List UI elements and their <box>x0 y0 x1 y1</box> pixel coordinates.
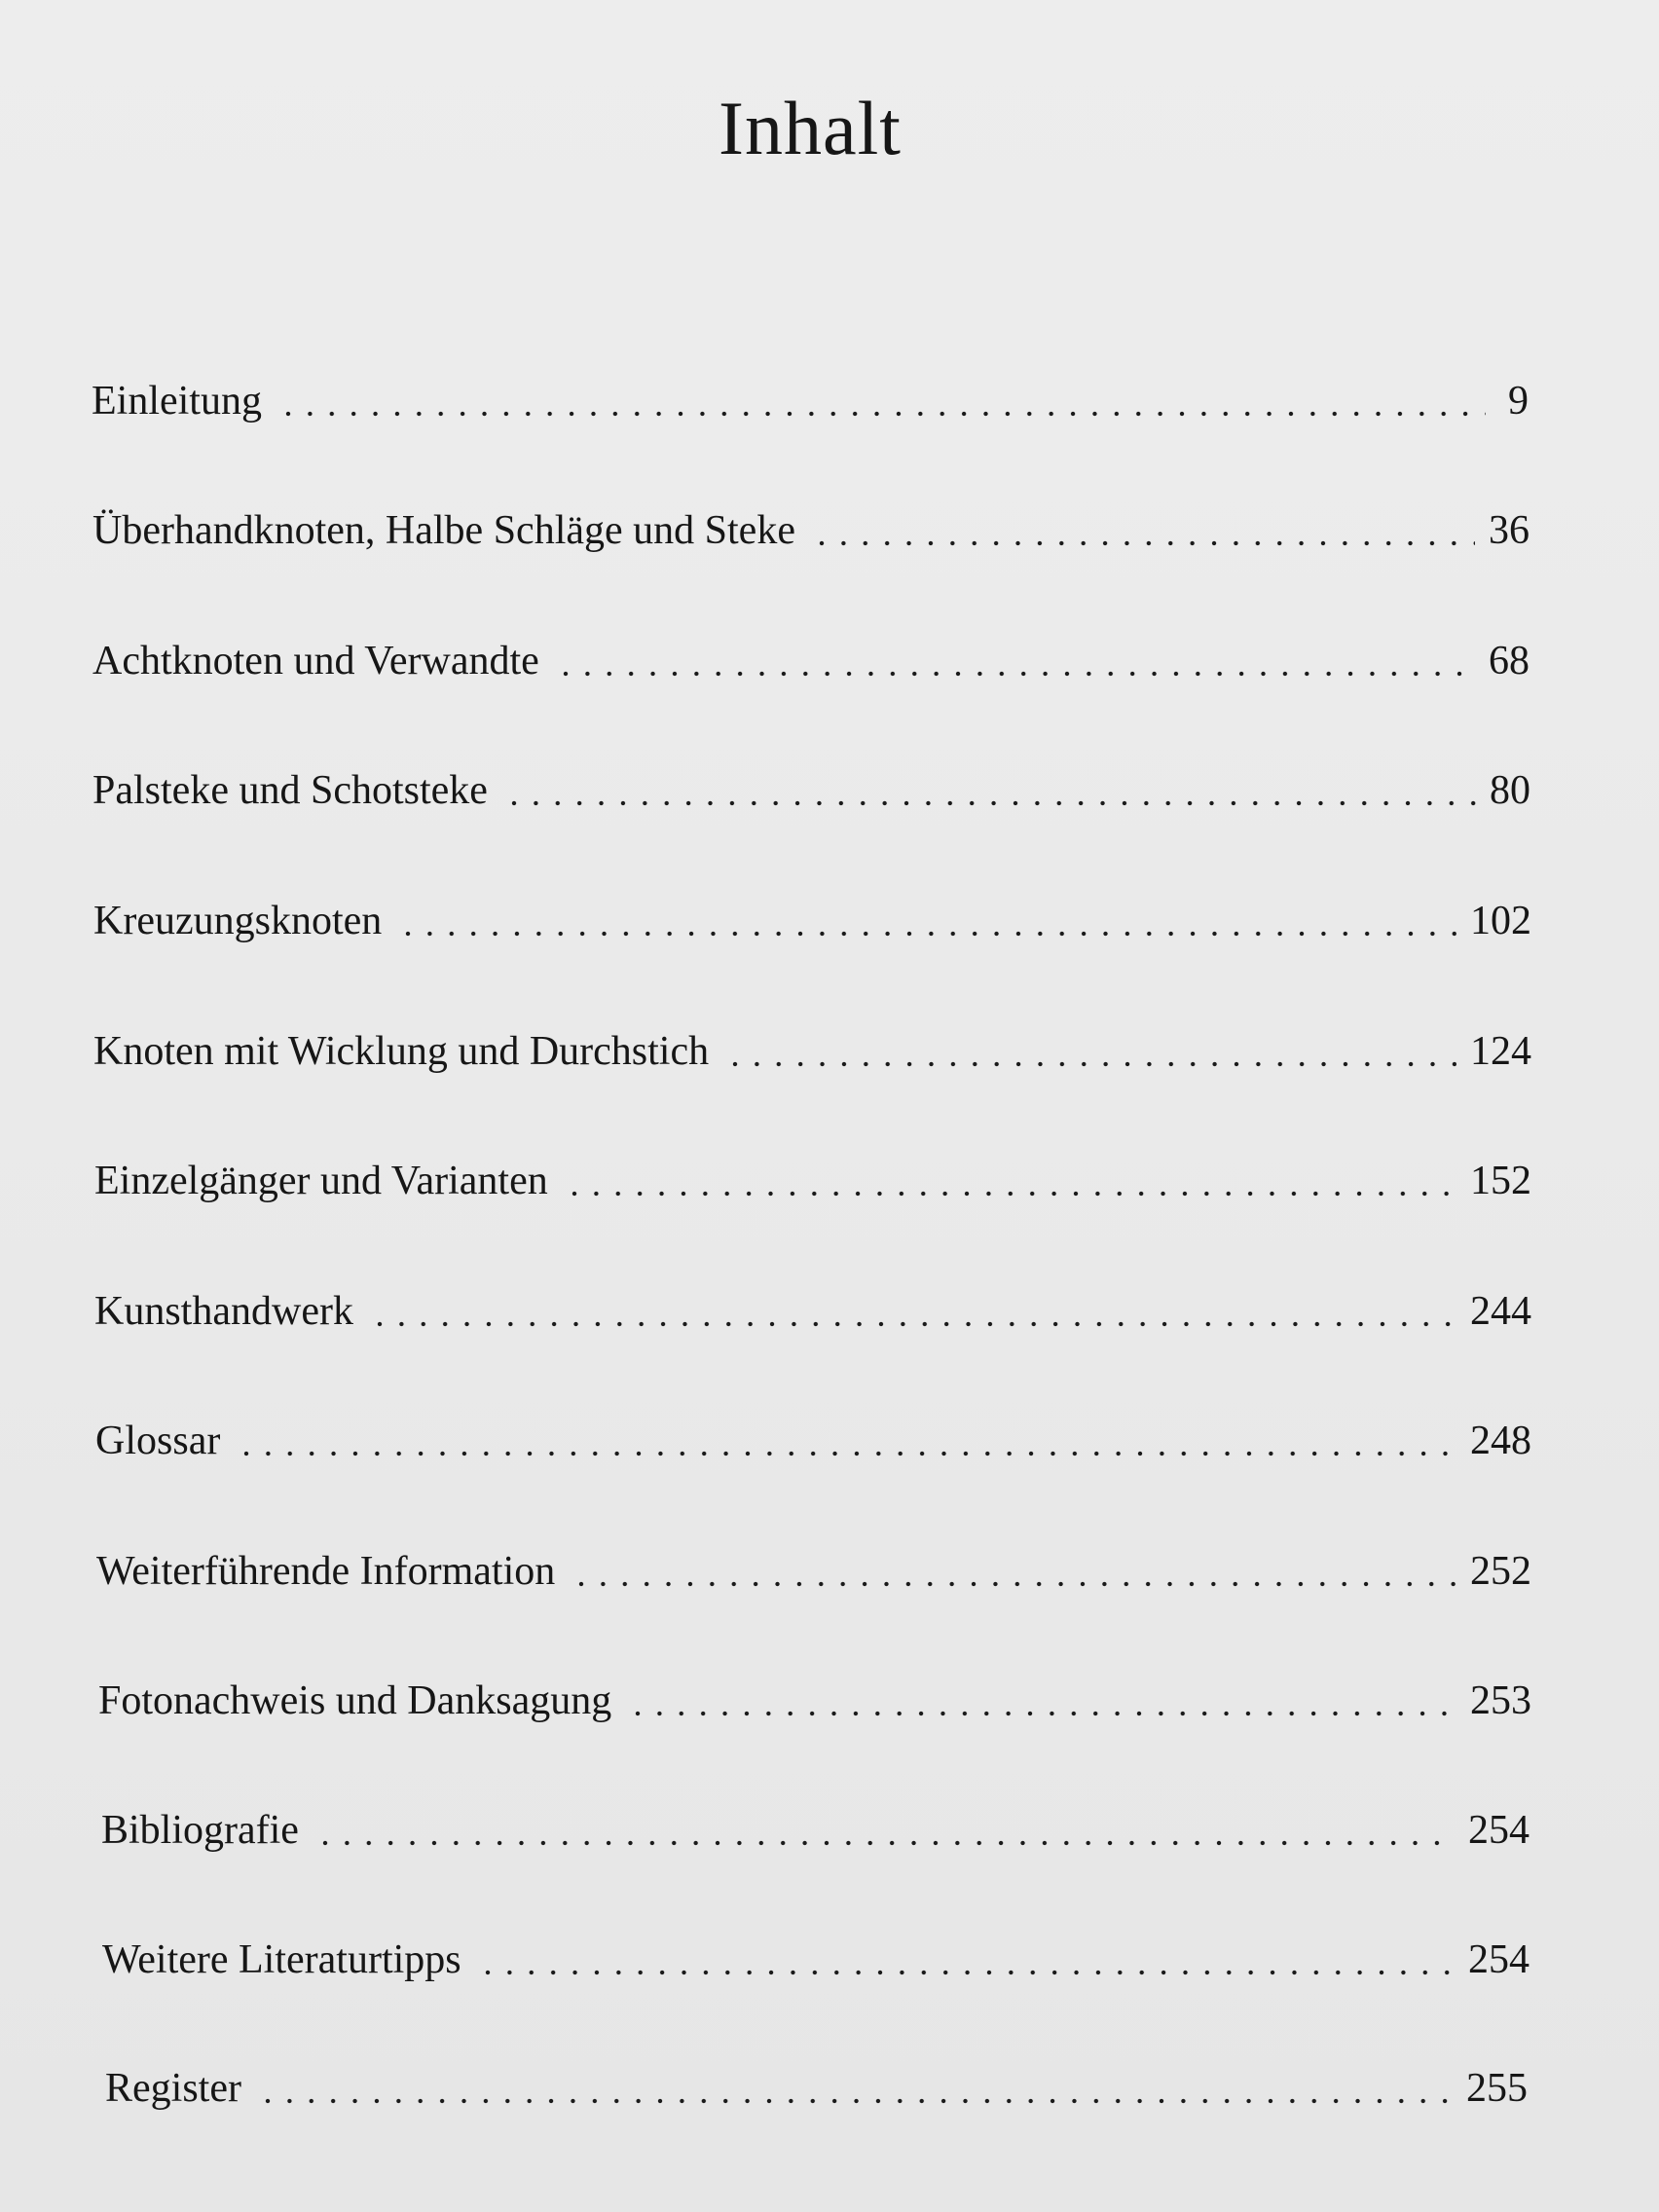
toc-entry[interactable] <box>98 1672 1531 1730</box>
toc-entry[interactable] <box>94 1282 1531 1341</box>
toc-entry-label: Einzelgänger und Varianten <box>94 1159 548 1203</box>
toc-entry-label: Einleitung <box>92 379 262 424</box>
toc-entry-label: Weiterführende Information <box>96 1549 556 1594</box>
dot-leader <box>511 800 1476 808</box>
toc-entry[interactable] <box>101 1801 1530 1860</box>
toc-entry-page-number: 255 <box>1466 2066 1528 2111</box>
toc-entry-label: Register <box>105 2066 241 2111</box>
dot-leader <box>732 1061 1456 1069</box>
toc-entry-page-number: 152 <box>1470 1159 1531 1203</box>
toc-entry-label: Weitere Literaturtipps <box>102 1937 461 1982</box>
dot-leader <box>578 1581 1456 1589</box>
toc-entry[interactable] <box>92 501 1530 560</box>
toc-entry-label: Achtknoten und Verwandte <box>92 639 539 683</box>
dot-leader <box>377 1321 1456 1329</box>
toc-entry-page-number: 124 <box>1470 1029 1531 1074</box>
toc-entry-label: Glossar <box>95 1419 221 1463</box>
toc-entry[interactable] <box>102 1931 1530 1989</box>
toc-entry-page-number: 253 <box>1470 1678 1531 1723</box>
dot-leader <box>243 1451 1456 1458</box>
dot-leader <box>485 1970 1455 1977</box>
dot-leader <box>285 411 1486 419</box>
toc-entry-label: Überhandknoten, Halbe Schläge und Steke <box>92 508 795 553</box>
toc-entry-page-number: 254 <box>1468 1937 1530 1982</box>
toc-entry[interactable] <box>93 892 1531 950</box>
toc-entry[interactable] <box>93 1022 1531 1081</box>
toc-entry-label: Kreuzungsknoten <box>93 899 383 943</box>
dot-leader <box>819 540 1475 548</box>
toc-entry-label: Kunsthandwerk <box>94 1289 353 1334</box>
toc-entry-label: Knoten mit Wicklung und Durchstich <box>93 1029 710 1074</box>
toc-entry[interactable] <box>95 1412 1531 1470</box>
toc-entry-label: Palsteke und Schotsteke <box>92 768 488 813</box>
toc-entry-page-number: 102 <box>1470 899 1531 943</box>
toc-entry[interactable] <box>92 372 1529 430</box>
toc-entry[interactable] <box>94 1152 1531 1210</box>
toc-entry-page-number: 244 <box>1470 1289 1531 1334</box>
dot-leader <box>635 1711 1456 1718</box>
toc-entry-page-number: 254 <box>1468 1808 1530 1853</box>
dot-leader <box>571 1191 1456 1198</box>
toc-entry[interactable] <box>92 761 1530 820</box>
page-title: Inhalt <box>719 86 902 170</box>
toc-entry[interactable] <box>96 1542 1531 1601</box>
dot-leader <box>405 931 1456 939</box>
toc-entry-page-number: 248 <box>1470 1419 1531 1463</box>
toc-entry-page-number: 36 <box>1489 508 1530 553</box>
toc-entry[interactable] <box>105 2059 1528 2118</box>
toc-entry-page-number: 252 <box>1470 1549 1531 1594</box>
dot-leader <box>265 2098 1453 2106</box>
toc-entry-label: Bibliografie <box>101 1808 299 1853</box>
dot-leader <box>322 1840 1455 1848</box>
toc-entry-page-number: 68 <box>1489 639 1530 683</box>
toc-entry-page-number: 80 <box>1490 768 1530 813</box>
toc-entry-label: Fotonachweis und Danksagung <box>98 1678 612 1723</box>
toc-entry[interactable] <box>92 632 1530 690</box>
toc-entry-page-number: 9 <box>1508 379 1529 424</box>
dot-leader <box>563 671 1475 679</box>
